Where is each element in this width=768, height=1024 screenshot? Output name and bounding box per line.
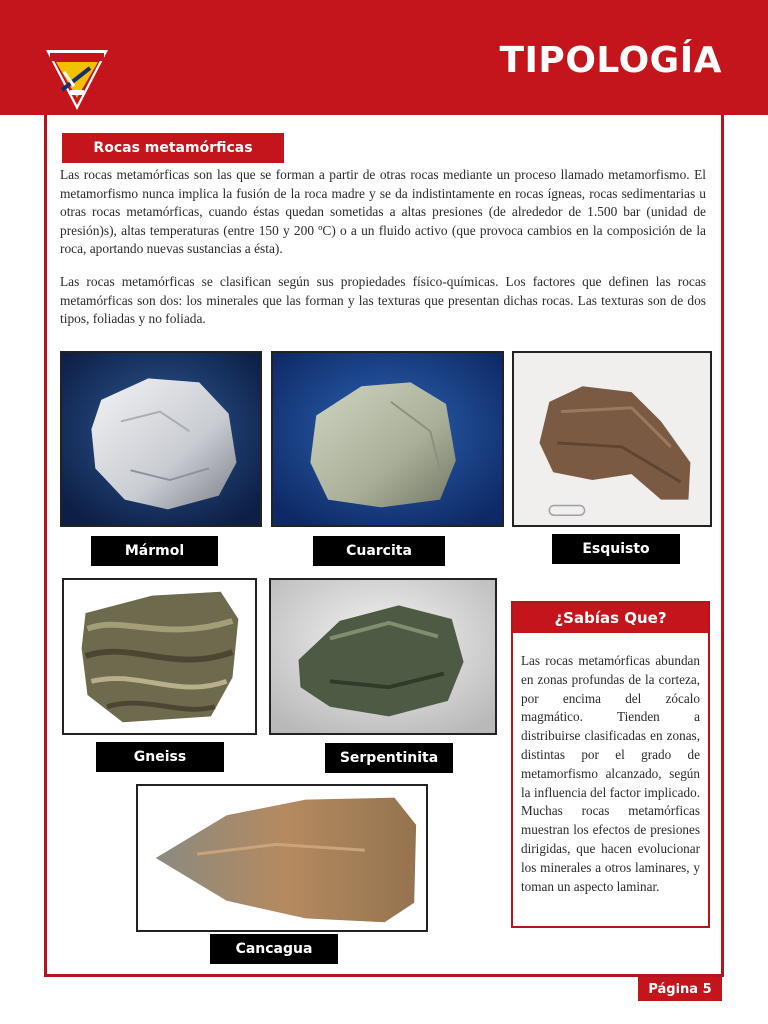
did-you-know-title: ¿Sabías Que? [513,603,708,633]
classification-paragraph: Las rocas metamórficas se clasifican según sus propiedades físico-químicas. Los factores que definen las rocas metamórficas son dos: los minerales que las forman y las texturas que presentan dichas rocas. Las texturas son de dos tipos, foliadas y no foliada. [60,274,706,327]
did-you-know-text: Las rocas metamórficas abundan en zonas profundas de la corteza, por encima del zócalo magmático. Tienden a distribuirse clasificadas en zonas, distintas por el grado de metamorfismo alcanzado, según la influencia del factor implicado. Muchas rocas metamórficas muestran los efectos de presiones dirigidas, que hacen evolucionar los minerales a otros laminares, y toman un aspecto laminar. [521,653,700,894]
rock-label-esquisto: Esquisto [552,534,680,564]
rock-label-gneiss: Gneiss [96,742,224,772]
rock-label-serpentinita: Serpentinita [325,743,453,773]
club-emblem-icon [44,46,110,112]
section-heading: Rocas metamórficas [62,133,284,163]
page-number: Página 5 [638,977,722,1001]
cuarcita-photo [271,351,504,527]
marmol-photo [60,351,262,527]
serpentinita-photo [269,578,497,735]
rock-label-cancagua: Cancagua [210,934,338,964]
gneiss-photo [62,578,257,735]
intro-paragraph: Las rocas metamórficas son las que se forman a partir de otras rocas mediante un proceso llamado metamorfismo. El metamorfismo nunca implica la fusión de la roca madre y se da indistintamente en rocas ígneas, rocas sedimentarias u otras rocas metamórficas, cuando éstas quedan sometidas a altas presiones (de alrededor de 1.500 bar (unidad de presión)s), altas temperaturas (entre 150 y 200 ºC) o a un fluido activo (que provoca cambios en la composición de la roca, aportando nuevas sustancias a ésta). [60,167,706,257]
cancagua-photo [136,784,428,932]
page-header [0,0,768,115]
page-title: TIPOLOGÍA [499,40,722,81]
esquisto-photo [512,351,712,527]
rock-label-cuarcita: Cuarcita [313,536,445,566]
rock-label-marmol: Mármol [91,536,218,566]
did-you-know-box [511,601,710,928]
